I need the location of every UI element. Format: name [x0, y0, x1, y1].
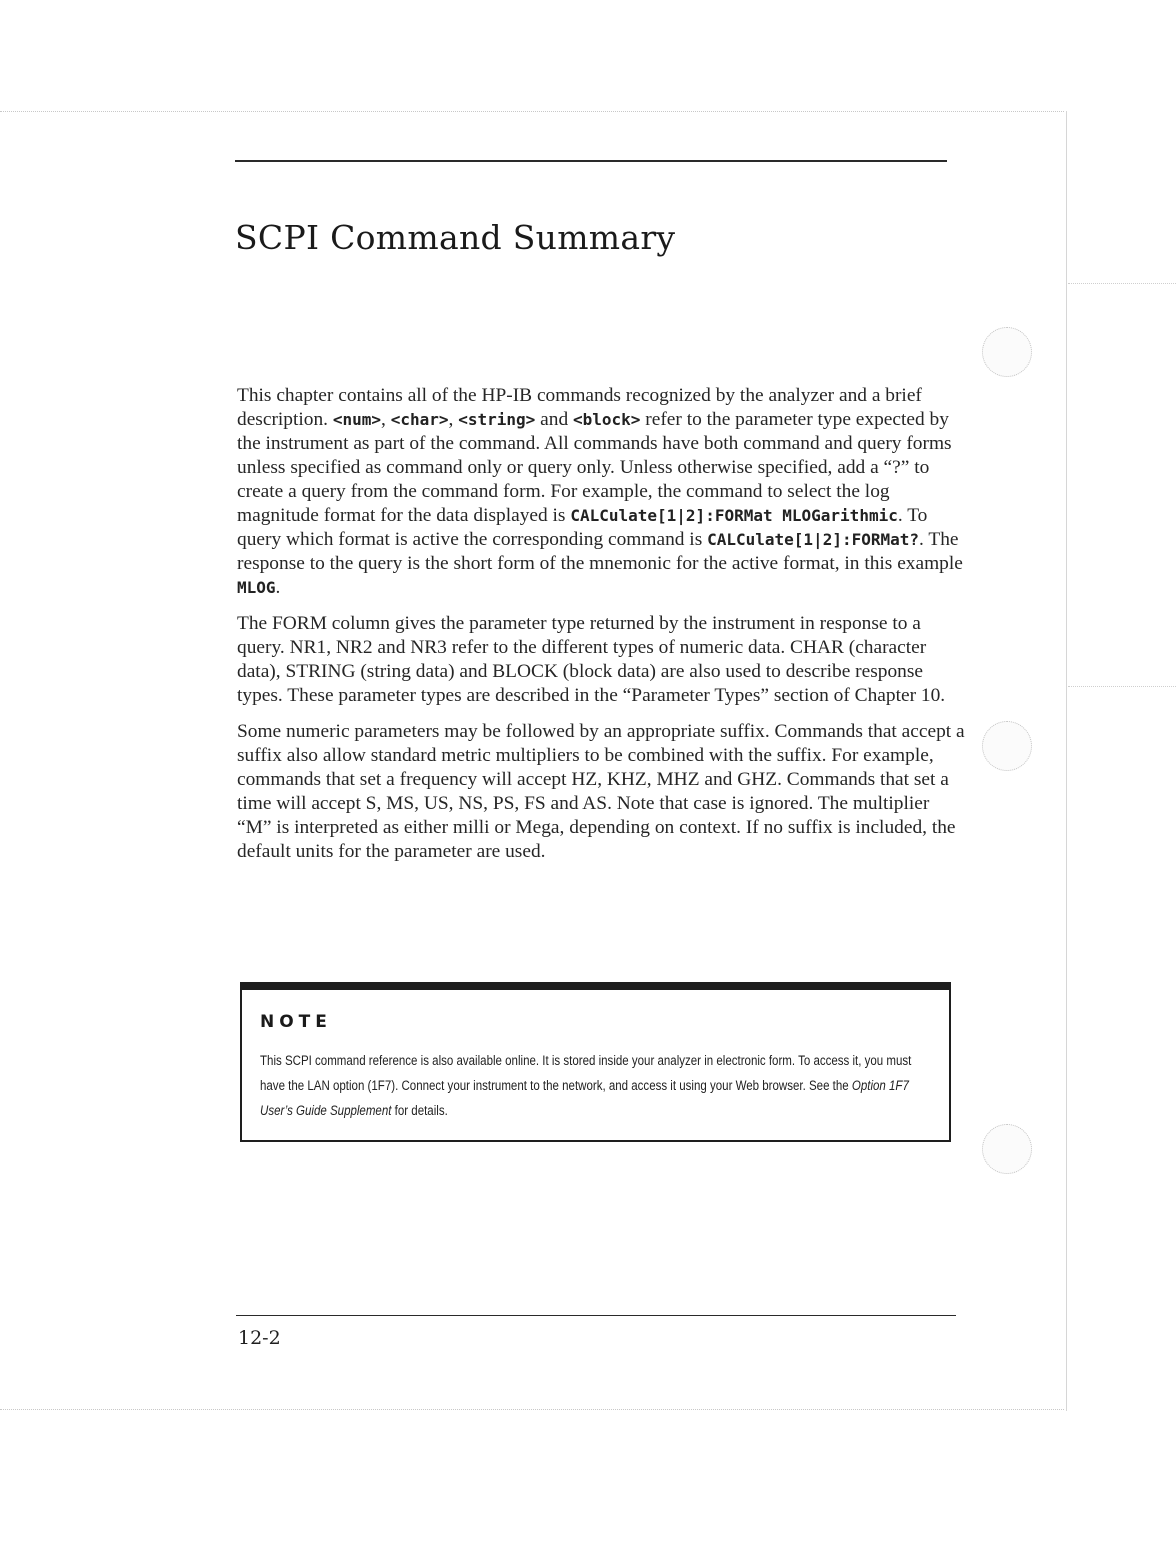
intro-text: and [535, 409, 573, 430]
scan-page-edge-bottom [0, 1409, 1064, 1410]
scan-tab-line [1068, 686, 1176, 687]
code-format-command: CALCulate[1|2]:FORMat MLOGarithmic [570, 506, 898, 525]
note-title: NOTE [260, 1012, 332, 1032]
body-text [237, 384, 967, 876]
code-format-query: CALCulate[1|2]:FORMat? [707, 530, 920, 549]
code-num: <num> [332, 410, 382, 429]
intro-text: . The response to the query is the short form of the mnemonic for the active format, in this example [237, 529, 963, 574]
code-char: <char> [390, 410, 449, 429]
intro-text: , [381, 409, 391, 430]
binder-hole [982, 1124, 1032, 1174]
note-text [260, 1048, 939, 1123]
scan-page-edge-top [0, 111, 1064, 112]
binder-hole [982, 327, 1032, 377]
note-text-part: This SCPI command reference is also available online. It is stored inside your analyzer in electronic form. To access it, you must have the LAN option (1F7). Connect your instrument to the network, and access it using your Web browser. See the [260, 1053, 912, 1093]
intro-text: This chapter contains all of the HP-IB commands recognized by the analyzer and a brief description. [237, 385, 922, 430]
note-text-part: for details. [391, 1103, 448, 1118]
footer-rule [236, 1315, 956, 1316]
scan-tab-line [1068, 283, 1176, 284]
binder-hole [982, 721, 1032, 771]
suffix-paragraph: Some numeric parameters may be followed by an appropriate suffix. Commands that accept a suffix also allow standard metric multipliers to be combined with the suffix. For example, commands that set a frequency will accept HZ, KHZ, MHZ and GHZ. Commands that set a time will accept S, MS, US, NS, PS, FS and AS. Note that case is ignored. The multiplier “M” is interpreted as either milli or Mega, depending on context. If no suffix is included, the default units for the parameter are used. [237, 721, 965, 862]
intro-text: refer to the parameter type expected by the instrument as part of the command. All commands have both command and query forms unless specified as command only or query only. Unless otherwise specified, add a “?” to create a query from the command form. For example, the command to select the log magnitude format for the data displayed is [237, 409, 952, 526]
note-book-title: Option 1F7 User’s Guide Supplement [260, 1078, 909, 1118]
code-string: <string> [458, 410, 536, 429]
form-paragraph: The FORM column gives the parameter type returned by the instrument in response to a query. NR1, NR2 and NR3 refer to the different types of numeric data. CHAR (character data), STRING (string data) and BLOCK (block data) are also used to describe response types. These parameter types are described in the “Parameter Types” section of Chapter 10. [237, 613, 946, 706]
intro-text: , [448, 409, 459, 430]
note-box [240, 982, 951, 1142]
page-number: 12-2 [238, 1327, 281, 1349]
intro-paragraph [237, 384, 967, 600]
intro-text: . To query which format is active the corresponding command is [237, 505, 928, 550]
header-rule [235, 160, 947, 162]
code-block: <block> [573, 410, 641, 429]
scan-page-edge-right [1066, 111, 1067, 1411]
code-mlog: MLOG [237, 578, 276, 597]
intro-text: . [275, 577, 281, 598]
chapter-title: SCPI Command Summary [235, 218, 676, 257]
